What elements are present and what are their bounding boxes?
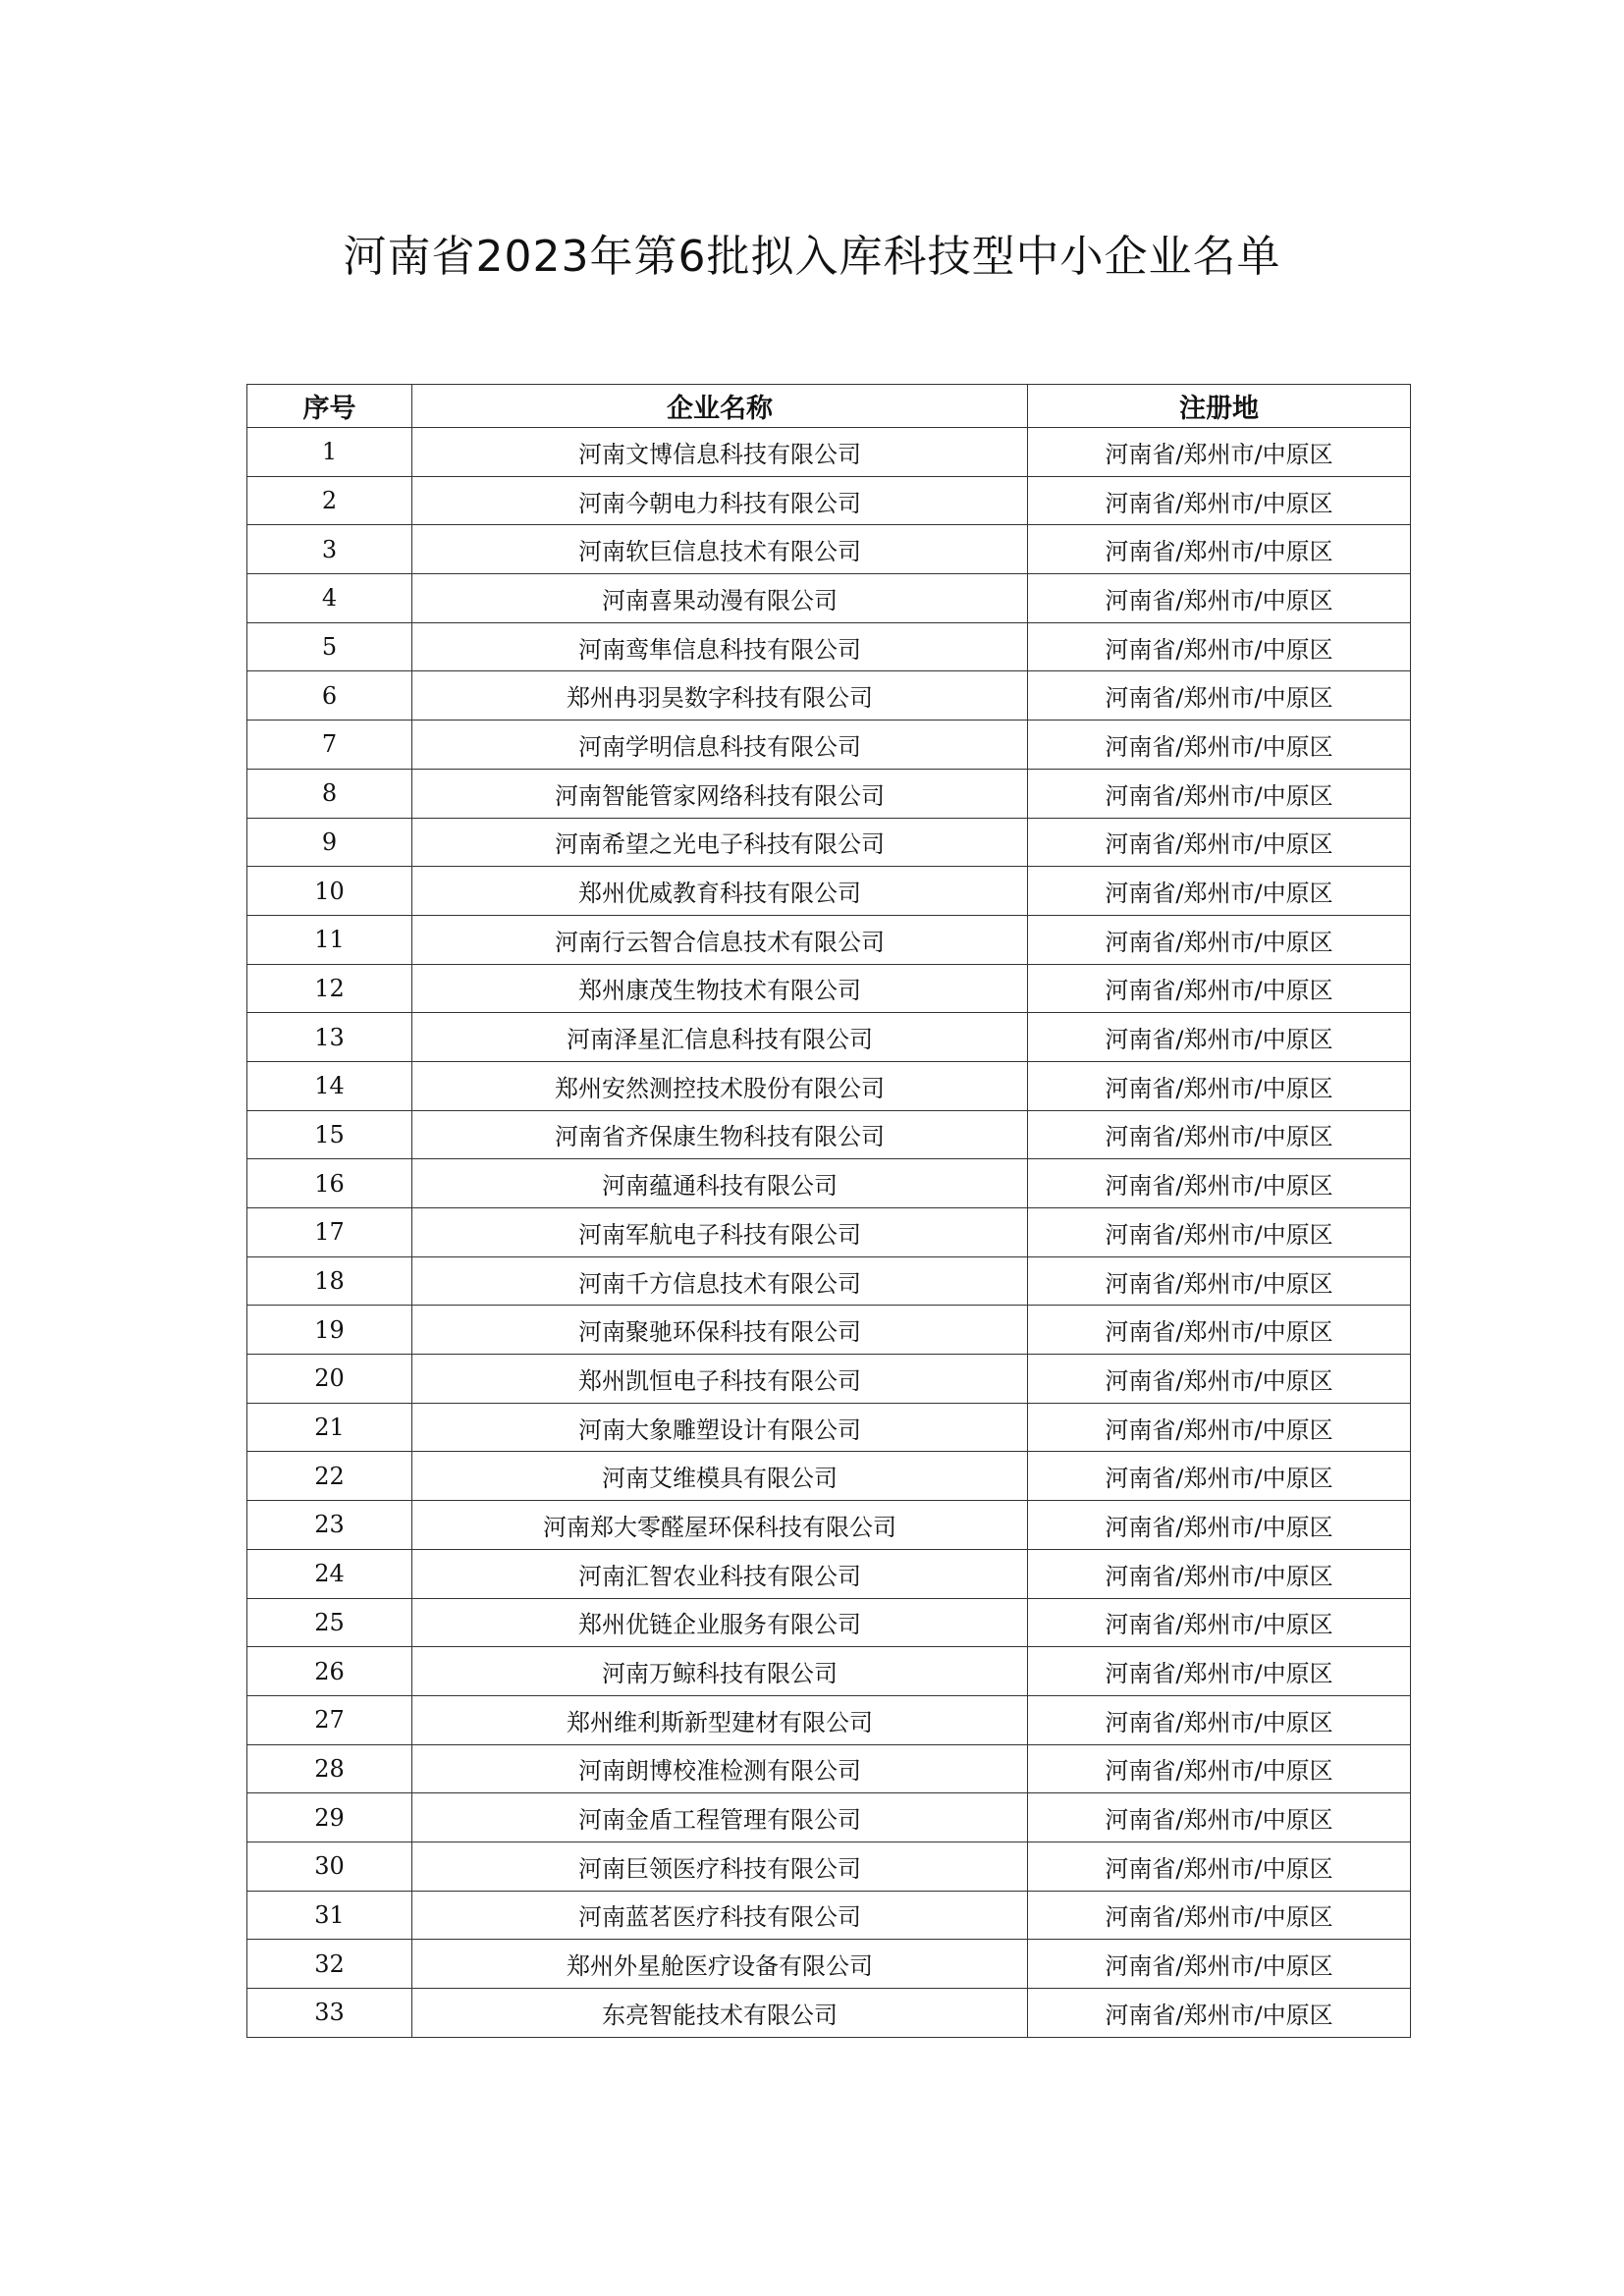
enterprise-name-cell: 郑州优链企业服务有限公司 <box>412 1598 1028 1647</box>
enterprise-name-cell: 郑州冉羽昊数字科技有限公司 <box>412 671 1028 721</box>
serial-number-cell: 13 <box>247 1013 412 1062</box>
enterprise-name-cell: 河南希望之光电子科技有限公司 <box>412 818 1028 867</box>
table-row <box>247 818 1411 867</box>
serial-number-cell: 22 <box>247 1452 412 1501</box>
serial-number-cell: 30 <box>247 1842 412 1891</box>
serial-number-cell: 9 <box>247 818 412 867</box>
enterprise-name-cell: 河南学明信息科技有限公司 <box>412 721 1028 770</box>
serial-number-cell: 25 <box>247 1598 412 1647</box>
enterprise-name-cell: 河南郑大零醛屋环保科技有限公司 <box>412 1501 1028 1550</box>
serial-number-cell: 24 <box>247 1549 412 1598</box>
enterprise-name-cell: 河南聚驰环保科技有限公司 <box>412 1306 1028 1355</box>
table-row <box>247 1355 1411 1404</box>
enterprise-name-cell: 河南鸾隼信息科技有限公司 <box>412 622 1028 671</box>
table-row <box>247 1013 1411 1062</box>
registered-location-cell: 河南省/郑州市/中原区 <box>1028 1744 1411 1793</box>
table-row <box>247 1842 1411 1891</box>
registered-location-cell: 河南省/郑州市/中原区 <box>1028 769 1411 818</box>
table-row <box>247 1501 1411 1550</box>
registered-location-cell: 河南省/郑州市/中原区 <box>1028 1549 1411 1598</box>
table-row <box>247 1744 1411 1793</box>
table-row <box>247 574 1411 623</box>
table-row <box>247 964 1411 1013</box>
table-body <box>247 428 1411 2038</box>
enterprise-name-cell: 河南万鲸科技有限公司 <box>412 1647 1028 1696</box>
table-row <box>247 1989 1411 2038</box>
table-row <box>247 769 1411 818</box>
serial-number-cell: 12 <box>247 964 412 1013</box>
enterprise-name-cell: 郑州康茂生物技术有限公司 <box>412 964 1028 1013</box>
enterprise-name-cell: 河南喜果动漫有限公司 <box>412 574 1028 623</box>
registered-location-cell: 河南省/郑州市/中原区 <box>1028 1256 1411 1306</box>
table-row <box>247 721 1411 770</box>
registered-location-cell: 河南省/郑州市/中原区 <box>1028 1891 1411 1940</box>
enterprise-name-cell: 河南行云智合信息技术有限公司 <box>412 915 1028 964</box>
table-row <box>247 1452 1411 1501</box>
registered-location-cell: 河南省/郑州市/中原区 <box>1028 1842 1411 1891</box>
registered-location-cell: 河南省/郑州市/中原区 <box>1028 1013 1411 1062</box>
enterprise-name-cell: 郑州凯恒电子科技有限公司 <box>412 1355 1028 1404</box>
header-enterprise-name: 企业名称 <box>412 385 1028 428</box>
serial-number-cell: 3 <box>247 525 412 574</box>
serial-number-cell: 7 <box>247 721 412 770</box>
table-row <box>247 525 1411 574</box>
header-registered-location: 注册地 <box>1028 385 1411 428</box>
enterprise-name-cell: 郑州维利斯新型建材有限公司 <box>412 1695 1028 1744</box>
table-row <box>247 1110 1411 1159</box>
serial-number-cell: 6 <box>247 671 412 721</box>
enterprise-name-cell: 河南巨领医疗科技有限公司 <box>412 1842 1028 1891</box>
table-row <box>247 1306 1411 1355</box>
registered-location-cell: 河南省/郑州市/中原区 <box>1028 428 1411 477</box>
serial-number-cell: 26 <box>247 1647 412 1696</box>
table-row <box>247 1598 1411 1647</box>
table-row <box>247 1403 1411 1452</box>
enterprise-table <box>246 384 1411 2038</box>
registered-location-cell: 河南省/郑州市/中原区 <box>1028 1647 1411 1696</box>
serial-number-cell: 19 <box>247 1306 412 1355</box>
enterprise-name-cell: 河南军航电子科技有限公司 <box>412 1208 1028 1257</box>
enterprise-name-cell: 河南省齐保康生物科技有限公司 <box>412 1110 1028 1159</box>
enterprise-name-cell: 河南智能管家网络科技有限公司 <box>412 769 1028 818</box>
registered-location-cell: 河南省/郑州市/中原区 <box>1028 1940 1411 1989</box>
enterprise-name-cell: 河南艾维模具有限公司 <box>412 1452 1028 1501</box>
enterprise-name-cell: 河南蓝茗医疗科技有限公司 <box>412 1891 1028 1940</box>
enterprise-name-cell: 河南文博信息科技有限公司 <box>412 428 1028 477</box>
registered-location-cell: 河南省/郑州市/中原区 <box>1028 915 1411 964</box>
registered-location-cell: 河南省/郑州市/中原区 <box>1028 525 1411 574</box>
registered-location-cell: 河南省/郑州市/中原区 <box>1028 1452 1411 1501</box>
serial-number-cell: 32 <box>247 1940 412 1989</box>
table-row <box>247 1549 1411 1598</box>
table-row <box>247 1695 1411 1744</box>
serial-number-cell: 18 <box>247 1256 412 1306</box>
enterprise-name-cell: 河南泽星汇信息科技有限公司 <box>412 1013 1028 1062</box>
enterprise-name-cell: 河南软巨信息技术有限公司 <box>412 525 1028 574</box>
registered-location-cell: 河南省/郑州市/中原区 <box>1028 1501 1411 1550</box>
table-row <box>247 1061 1411 1110</box>
serial-number-cell: 15 <box>247 1110 412 1159</box>
table-row <box>247 1891 1411 1940</box>
registered-location-cell: 河南省/郑州市/中原区 <box>1028 622 1411 671</box>
serial-number-cell: 27 <box>247 1695 412 1744</box>
serial-number-cell: 14 <box>247 1061 412 1110</box>
registered-location-cell: 河南省/郑州市/中原区 <box>1028 1598 1411 1647</box>
serial-number-cell: 17 <box>247 1208 412 1257</box>
enterprise-name-cell: 河南千方信息技术有限公司 <box>412 1256 1028 1306</box>
serial-number-cell: 10 <box>247 867 412 916</box>
serial-number-cell: 4 <box>247 574 412 623</box>
table-row <box>247 671 1411 721</box>
enterprise-name-cell: 河南大象雕塑设计有限公司 <box>412 1403 1028 1452</box>
registered-location-cell: 河南省/郑州市/中原区 <box>1028 1208 1411 1257</box>
serial-number-cell: 23 <box>247 1501 412 1550</box>
enterprise-name-cell: 河南今朝电力科技有限公司 <box>412 476 1028 525</box>
serial-number-cell: 33 <box>247 1989 412 2038</box>
table-row <box>247 1647 1411 1696</box>
registered-location-cell: 河南省/郑州市/中原区 <box>1028 671 1411 721</box>
table-row <box>247 1159 1411 1208</box>
registered-location-cell: 河南省/郑州市/中原区 <box>1028 1695 1411 1744</box>
enterprise-name-cell: 郑州优威教育科技有限公司 <box>412 867 1028 916</box>
enterprise-name-cell: 郑州外星舱医疗设备有限公司 <box>412 1940 1028 1989</box>
page-title: 河南省2023年第6批拟入库科技型中小企业名单 <box>343 232 1281 282</box>
enterprise-name-cell: 河南金盾工程管理有限公司 <box>412 1793 1028 1842</box>
table-row <box>247 867 1411 916</box>
registered-location-cell: 河南省/郑州市/中原区 <box>1028 476 1411 525</box>
enterprise-name-cell: 河南蕴通科技有限公司 <box>412 1159 1028 1208</box>
serial-number-cell: 8 <box>247 769 412 818</box>
enterprise-name-cell: 河南朗博校准检测有限公司 <box>412 1744 1028 1793</box>
table-row <box>247 622 1411 671</box>
serial-number-cell: 28 <box>247 1744 412 1793</box>
serial-number-cell: 2 <box>247 476 412 525</box>
serial-number-cell: 11 <box>247 915 412 964</box>
serial-number-cell: 1 <box>247 428 412 477</box>
table-row <box>247 1208 1411 1257</box>
serial-number-cell: 29 <box>247 1793 412 1842</box>
registered-location-cell: 河南省/郑州市/中原区 <box>1028 721 1411 770</box>
table-row <box>247 1793 1411 1842</box>
enterprise-name-cell: 郑州安然测控技术股份有限公司 <box>412 1061 1028 1110</box>
registered-location-cell: 河南省/郑州市/中原区 <box>1028 1159 1411 1208</box>
registered-location-cell: 河南省/郑州市/中原区 <box>1028 1989 1411 2038</box>
registered-location-cell: 河南省/郑州市/中原区 <box>1028 818 1411 867</box>
table-row <box>247 476 1411 525</box>
serial-number-cell: 16 <box>247 1159 412 1208</box>
table-row <box>247 428 1411 477</box>
registered-location-cell: 河南省/郑州市/中原区 <box>1028 1061 1411 1110</box>
registered-location-cell: 河南省/郑州市/中原区 <box>1028 574 1411 623</box>
table-row <box>247 915 1411 964</box>
table-row <box>247 1256 1411 1306</box>
enterprise-name-cell: 东亮智能技术有限公司 <box>412 1989 1028 2038</box>
registered-location-cell: 河南省/郑州市/中原区 <box>1028 1110 1411 1159</box>
header-serial-number: 序号 <box>247 385 412 428</box>
registered-location-cell: 河南省/郑州市/中原区 <box>1028 1355 1411 1404</box>
serial-number-cell: 31 <box>247 1891 412 1940</box>
serial-number-cell: 5 <box>247 622 412 671</box>
serial-number-cell: 20 <box>247 1355 412 1404</box>
table-header-row <box>247 385 1411 428</box>
registered-location-cell: 河南省/郑州市/中原区 <box>1028 1403 1411 1452</box>
registered-location-cell: 河南省/郑州市/中原区 <box>1028 867 1411 916</box>
registered-location-cell: 河南省/郑州市/中原区 <box>1028 964 1411 1013</box>
enterprise-name-cell: 河南汇智农业科技有限公司 <box>412 1549 1028 1598</box>
table-row <box>247 1940 1411 1989</box>
registered-location-cell: 河南省/郑州市/中原区 <box>1028 1793 1411 1842</box>
registered-location-cell: 河南省/郑州市/中原区 <box>1028 1306 1411 1355</box>
serial-number-cell: 21 <box>247 1403 412 1452</box>
